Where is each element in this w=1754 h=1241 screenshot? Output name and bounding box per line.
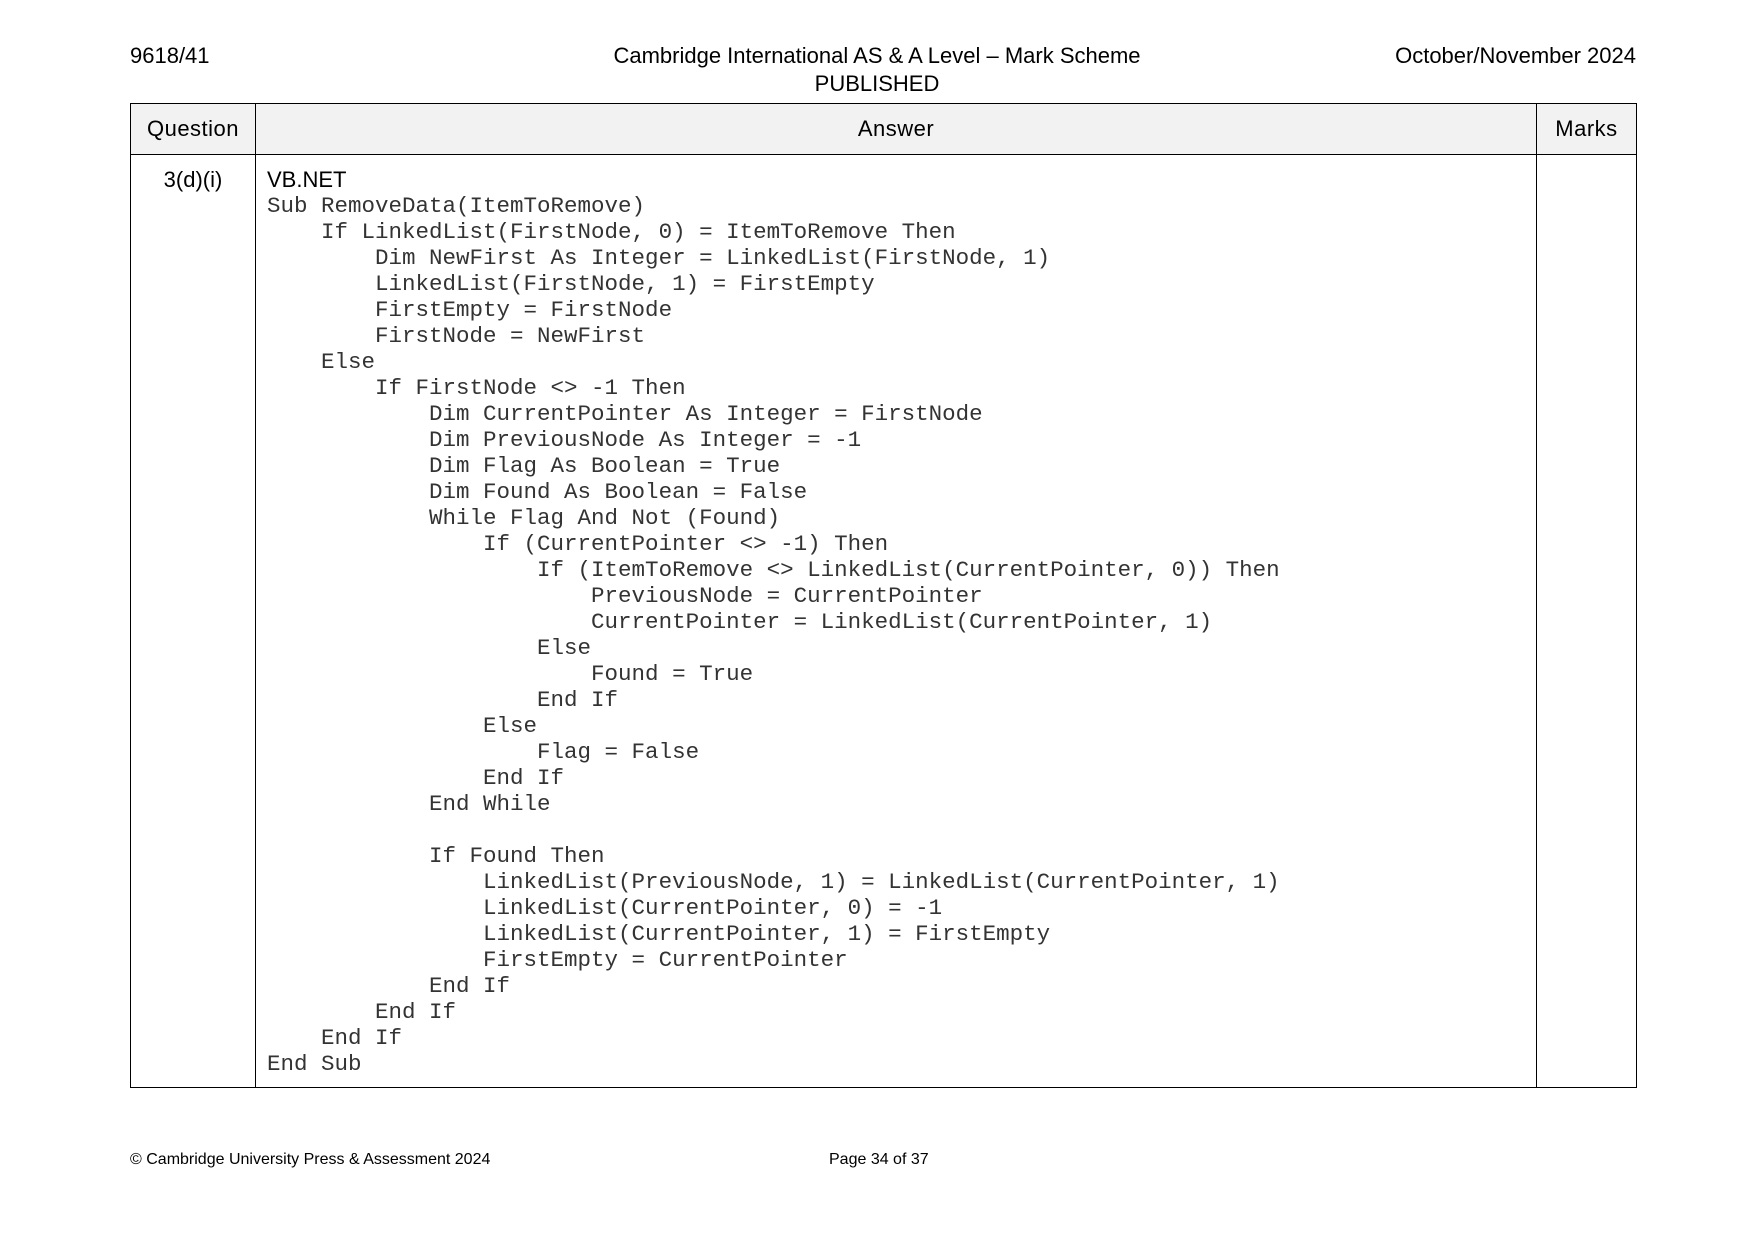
answer-column-header: Answer (256, 104, 1537, 155)
published-label: PUBLISHED (814, 71, 940, 96)
mark-scheme-table (130, 103, 1637, 1088)
question-column-header: Question (131, 104, 256, 155)
answer-cell (256, 155, 1537, 1088)
code-listing: Sub RemoveData(ItemToRemove) If LinkedList(FirstNode, 0) = ItemToRemove Then Dim NewFirst As Integer = LinkedList(FirstNode, 1) LinkedList(FirstNode, 1) = FirstEmpty FirstEmpty = FirstNode FirstNode = NewFirst Else If FirstNode <> -1 Then Dim CurrentPointer As Integer = FirstNode Dim PreviousNode As Integer = -1 Dim Flag As Boolean = True Dim Found As Boolean = False While Flag And Not (Found) If (CurrentPointer <> -1) Then If (ItemToRemove <> LinkedList(CurrentPointer, 0)) Then PreviousNode = CurrentPointer CurrentPointer = LinkedList(CurrentPointer, 1) Else Found = True End If Else Flag = False End If End While If Found Then LinkedList(PreviousNode, 1) = LinkedList(CurrentPointer, 1) LinkedList(CurrentPointer, 0) = -1 LinkedList(CurrentPointer, 1) = FirstEmpty FirstEmpty = CurrentPointer End If End If End If End Sub (267, 193, 1280, 1077)
paper-code: 9618/41 (130, 43, 210, 68)
page-number: Page 34 of 37 (829, 1151, 929, 1168)
marks-column-header: Marks (1537, 104, 1637, 155)
copyright-notice: © Cambridge University Press & Assessment 2024 (130, 1151, 491, 1168)
document-title: Cambridge International AS & A Level – Mark Scheme (613, 43, 1141, 68)
language-label: VB.NET (267, 167, 347, 192)
question-number: 3(d)(i) (131, 155, 256, 1088)
exam-session: October/November 2024 (1395, 43, 1636, 68)
marks-cell (1537, 155, 1637, 1088)
table-row (131, 155, 1637, 1088)
table-header-row (131, 104, 1637, 155)
